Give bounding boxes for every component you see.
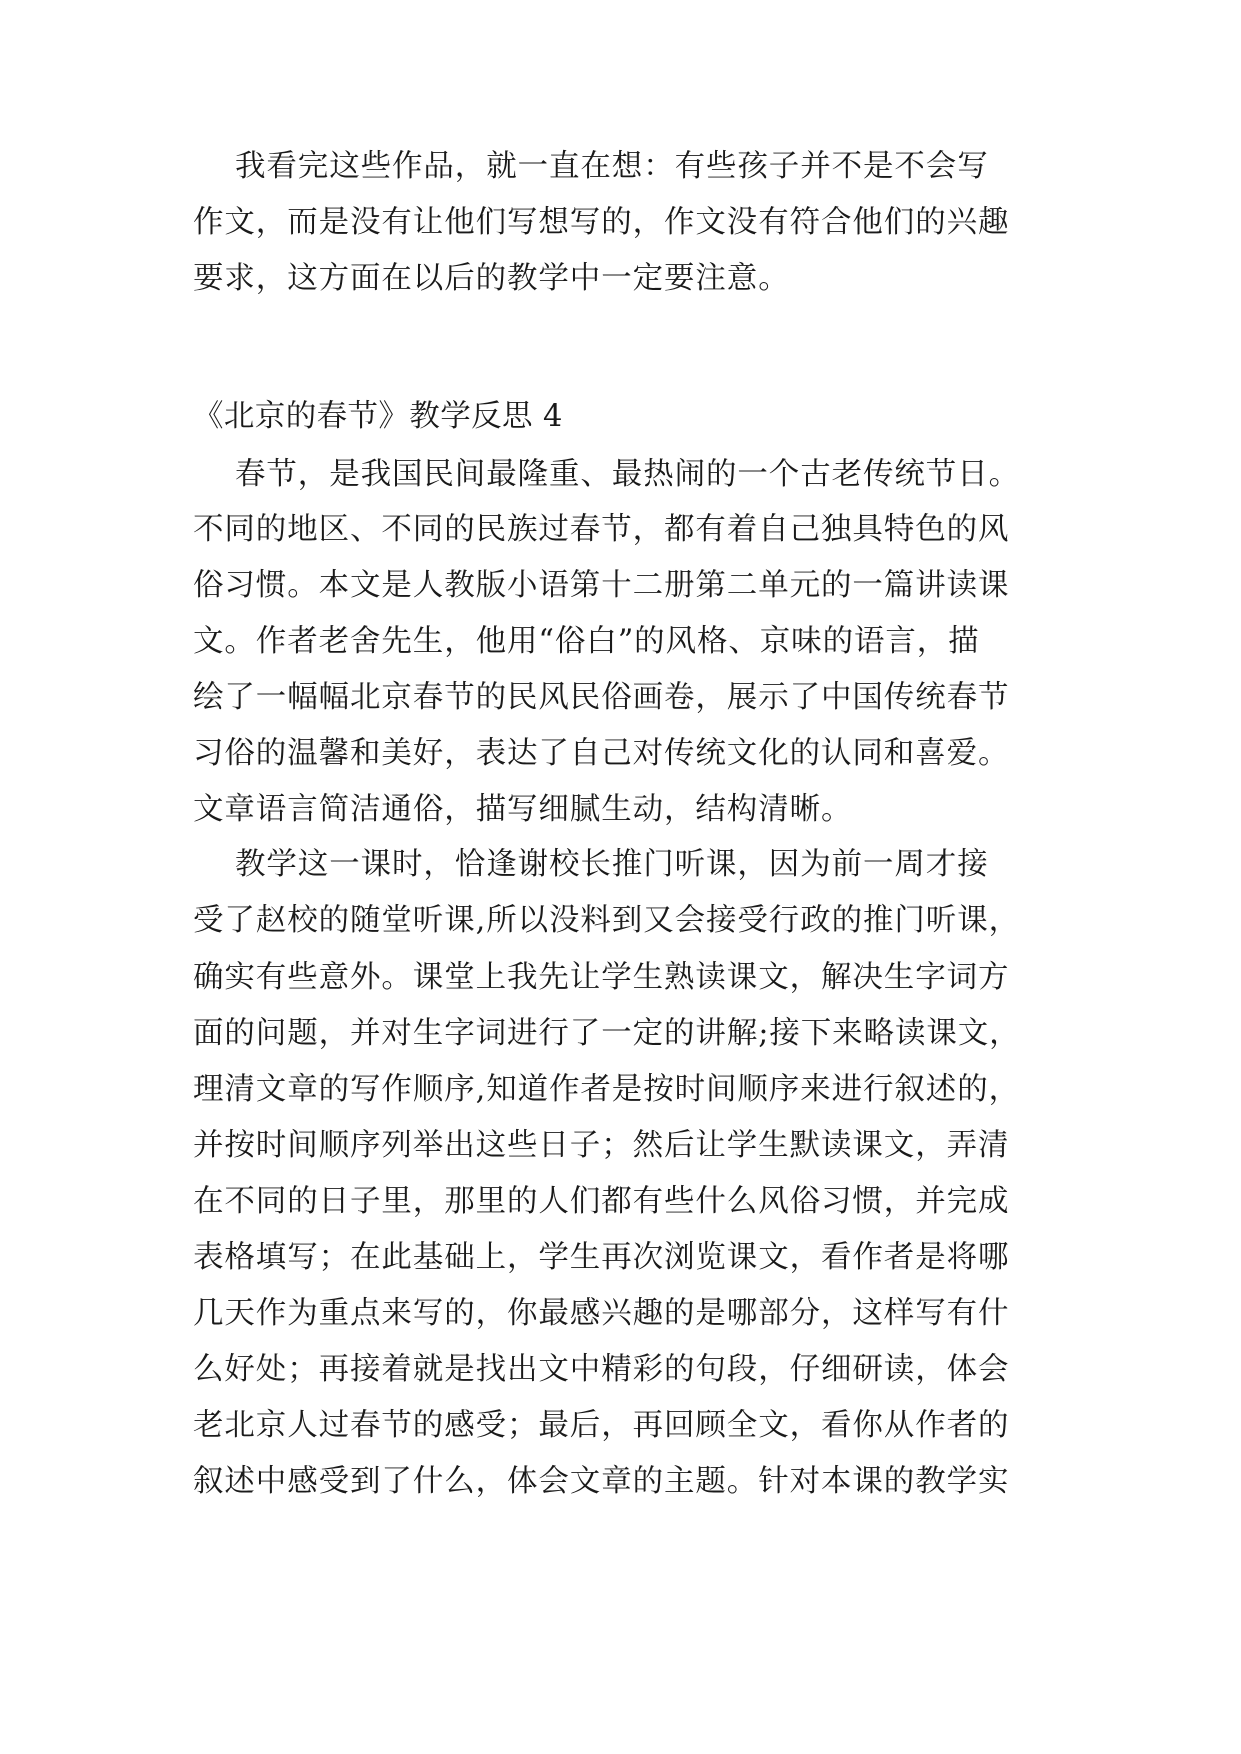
- paragraph-line: 绘了一幅幅北京春节的民风民俗画卷，展示了中国传统春节: [193, 680, 1010, 715]
- paragraph-line: 作文，而是没有让他们写想写的，作文没有符合他们的兴趣: [193, 205, 1010, 240]
- paragraph-line: 春节，是我国民间最隆重、最热闹的一个古老传统节日。: [235, 457, 1020, 492]
- paragraph-line: 并按时间顺序列举出这些日子；然后让学生默读课文，弄清: [193, 1128, 1010, 1163]
- paragraph-line: 习俗的温馨和美好，表达了自己对传统文化的认同和喜爱。: [193, 736, 1010, 771]
- paragraph-line: 老北京人过春节的感受；最后，再回顾全文，看你从作者的: [193, 1408, 1010, 1443]
- paragraph-line: 叙述中感受到了什么，体会文章的主题。针对本课的教学实: [193, 1464, 1010, 1499]
- paragraph-line: 几天作为重点来写的，你最感兴趣的是哪部分，这样写有什: [193, 1296, 1010, 1331]
- paragraph-line: 要求，这方面在以后的教学中一定要注意。: [193, 261, 790, 296]
- paragraph-line: 面的问题，并对生字词进行了一定的讲解;接下来略读课文，: [193, 1016, 1021, 1051]
- paragraph-line: 确实有些意外。课堂上我先让学生熟读课文，解决生字词方: [193, 960, 1010, 995]
- paragraph-line: 我看完这些作品，就一直在想：有些孩子并不是不会写: [235, 149, 989, 184]
- paragraph-line: 文。作者老舍先生，他用“俗白”的风格、京味的语言，描: [193, 624, 980, 659]
- paragraph-line: 教学这一课时，恰逢谢校长推门听课，因为前一周才接: [235, 847, 989, 882]
- paragraph-line: 在不同的日子里，那里的人们都有些什么风俗习惯，并完成: [193, 1184, 1010, 1219]
- paragraph-line: 文章语言简洁通俗，描写细腻生动，结构清晰。: [193, 792, 853, 827]
- paragraph-line: 不同的地区、不同的民族过春节，都有着自己独具特色的风: [193, 512, 1010, 547]
- paragraph-line: 表格填写；在此基础上，学生再次浏览课文，看作者是将哪: [193, 1240, 1010, 1275]
- paragraph-line: 受了赵校的随堂听课,所以没料到又会接受行政的推门听课，: [193, 903, 1020, 938]
- section-heading: 《北京的春节》教学反思 4: [193, 399, 563, 434]
- paragraph-line: 俗习惯。本文是人教版小语第十二册第二单元的一篇讲读课: [193, 568, 1010, 603]
- paragraph-line: 么好处；再接着就是找出文中精彩的句段，仔细研读，体会: [193, 1352, 1010, 1387]
- paragraph-line: 理清文章的写作顺序,知道作者是按时间顺序来进行叙述的，: [193, 1072, 1020, 1107]
